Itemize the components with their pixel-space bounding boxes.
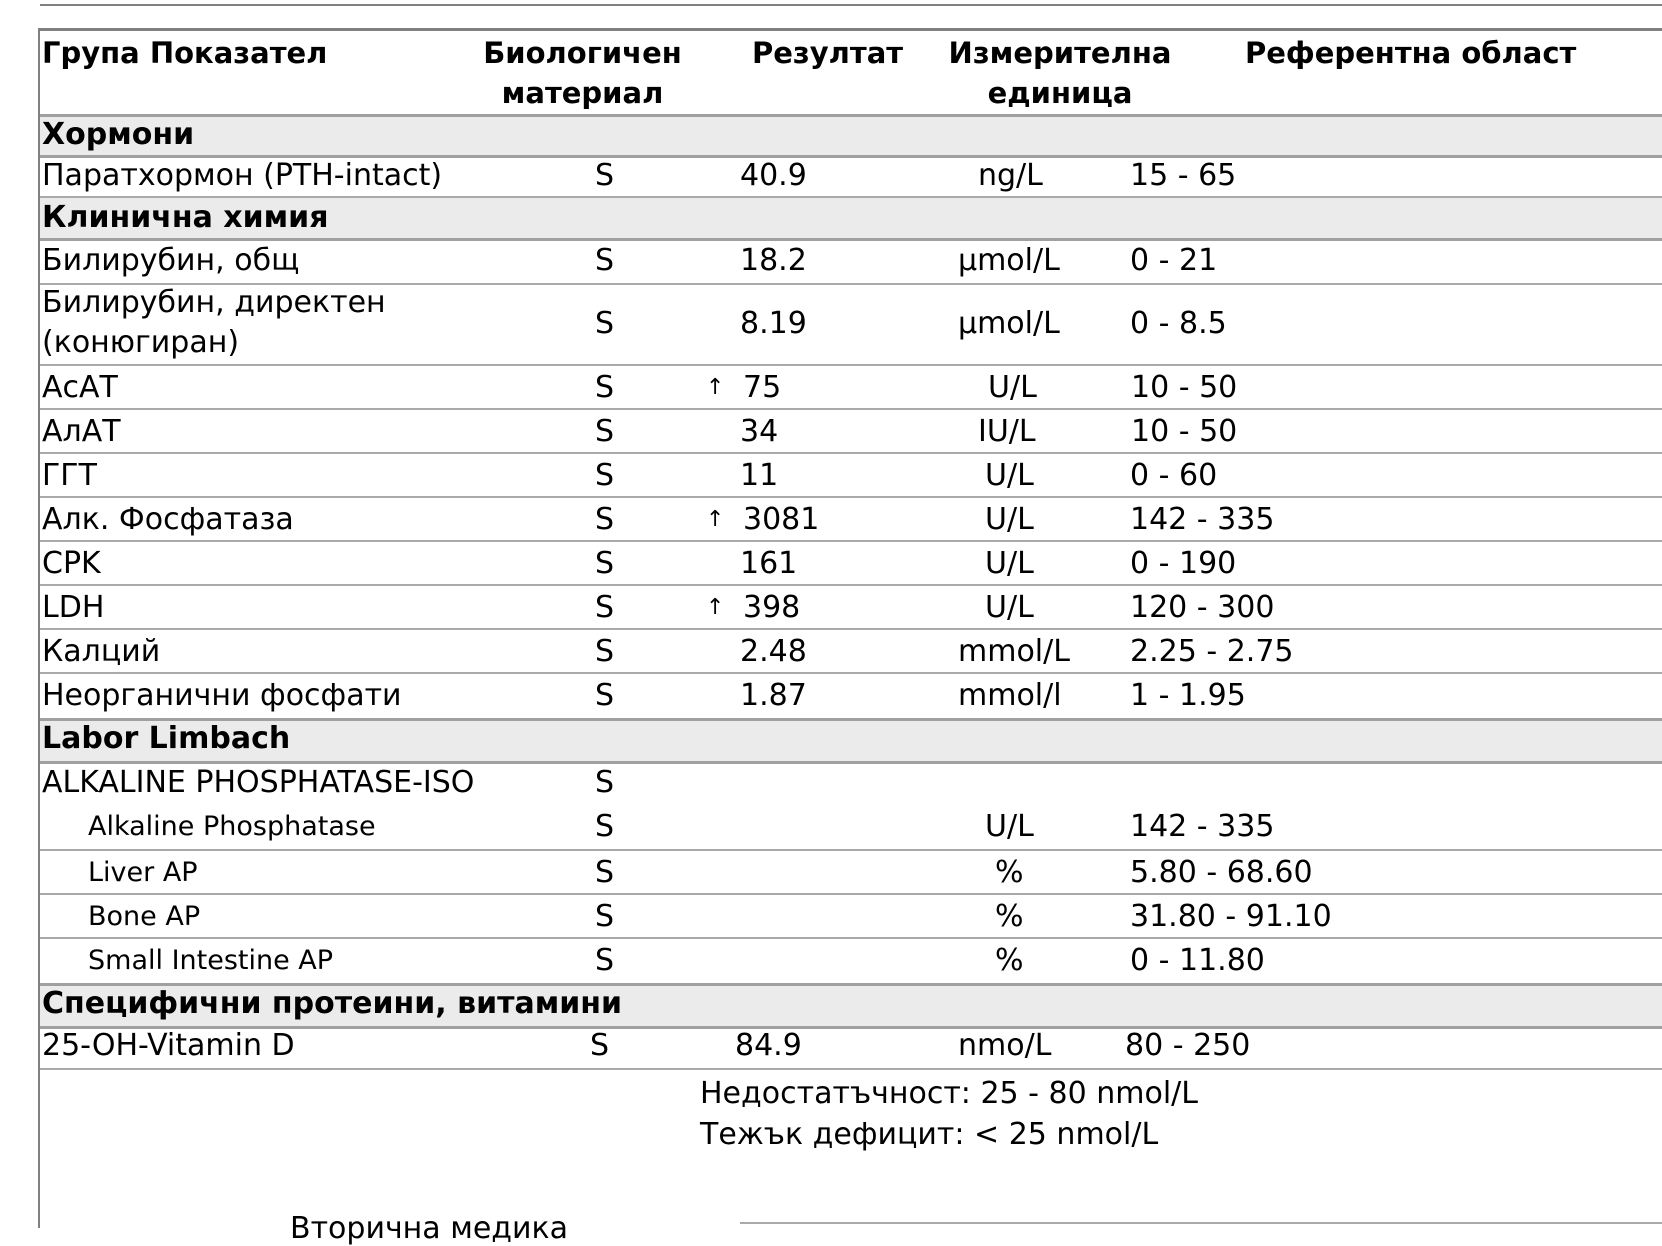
row-result: 75	[743, 370, 782, 405]
table-row-cpk	[40, 542, 1662, 586]
table-row-alp-sub	[40, 807, 1662, 851]
row-name: Alkaline Phosphatase	[88, 811, 376, 842]
row-name: Неорганични фосфати	[42, 678, 402, 713]
header-material-line2: материал	[501, 76, 664, 110]
lab-results-table	[40, 28, 1662, 1246]
row-name: АсАТ	[42, 370, 118, 405]
row-unit: %	[995, 899, 1024, 934]
row-name: 25-OH-Vitamin D	[42, 1028, 295, 1063]
row-material: S	[595, 306, 615, 341]
row-material: S	[590, 1028, 610, 1063]
row-unit: mmol/L	[958, 634, 1070, 669]
note-severe-deficit: Тежък дефицит: < 25 nmol/L	[700, 1117, 1159, 1152]
table-row-alp	[40, 498, 1662, 542]
row-reference: 31.80 - 91.10	[1130, 899, 1332, 934]
bottom-divider	[740, 1222, 1662, 1230]
high-flag-arrow-icon: ↑	[706, 507, 725, 532]
row-result: 40.9	[740, 158, 807, 193]
row-unit: U/L	[985, 590, 1034, 625]
row-result: 34	[740, 414, 779, 449]
row-name-line1: Билирубин, директен	[42, 285, 386, 320]
row-material: S	[595, 809, 615, 844]
table-row-bilirubin-direct	[40, 285, 1662, 366]
row-material: S	[595, 899, 615, 934]
group-row-specific	[40, 983, 1662, 1029]
group-title: Labor Limbach	[42, 721, 291, 756]
row-name: Паратхормон (PTH-intact)	[42, 158, 443, 193]
row-reference: 15 - 65	[1130, 158, 1237, 193]
row-unit: U/L	[985, 502, 1034, 537]
row-material: S	[595, 678, 615, 713]
table-row-alat	[40, 410, 1662, 454]
row-material: S	[595, 243, 615, 278]
row-name: Калций	[42, 634, 161, 669]
row-name: Small Intestine AP	[88, 945, 334, 976]
row-material: S	[595, 546, 615, 581]
row-result: 2.48	[740, 634, 807, 669]
table-row-bone-ap	[40, 895, 1662, 939]
table-row-alp-iso	[40, 763, 1662, 805]
table-row-phosphates	[40, 674, 1662, 716]
row-reference: 10 - 50	[1131, 414, 1238, 449]
row-name: ГГТ	[42, 458, 97, 493]
row-reference: 10 - 50	[1131, 370, 1238, 405]
row-result: 84.9	[735, 1028, 802, 1063]
row-name: ALKALINE PHOSPHATASE-ISO	[42, 765, 475, 800]
row-reference: 80 - 250	[1125, 1028, 1251, 1063]
row-reference: 0 - 60	[1130, 458, 1218, 493]
row-unit: U/L	[985, 546, 1034, 581]
row-result: 18.2	[740, 243, 807, 278]
row-reference: 2.25 - 2.75	[1130, 634, 1294, 669]
row-material: S	[595, 590, 615, 625]
row-unit: U/L	[985, 809, 1034, 844]
row-name: CPK	[42, 546, 101, 581]
row-unit: %	[995, 855, 1024, 890]
table-row-asat	[40, 366, 1662, 410]
row-name: LDH	[42, 590, 105, 625]
row-material: S	[595, 765, 615, 800]
row-name: Liver AP	[88, 857, 198, 888]
row-result: 11	[740, 458, 779, 493]
table-row-pth	[40, 158, 1662, 198]
group-row-hormones	[40, 117, 1662, 158]
row-reference: 5.80 - 68.60	[1130, 855, 1313, 890]
row-material: S	[595, 855, 615, 890]
row-name: Алк. Фосфатаза	[42, 502, 294, 537]
row-reference: 142 - 335	[1130, 809, 1275, 844]
row-result: 8.19	[740, 306, 807, 341]
row-unit: IU/L	[978, 414, 1036, 449]
row-reference: 142 - 335	[1130, 502, 1275, 537]
row-reference: 0 - 8.5	[1130, 306, 1227, 341]
table-row-liver-ap	[40, 851, 1662, 895]
row-name: Билирубин, общ	[42, 243, 300, 278]
table-row-ldh	[40, 586, 1662, 630]
group-row-clinical	[40, 198, 1662, 241]
header-material-line1: Биологичен	[483, 36, 682, 70]
row-result: 161	[740, 546, 798, 581]
row-unit: U/L	[988, 370, 1037, 405]
row-result: 398	[743, 590, 801, 625]
note-insufficiency: Недостатъчност: 25 - 80 nmol/L	[700, 1076, 1198, 1111]
row-unit: ng/L	[978, 158, 1043, 193]
row-name-line2: (конюгиран)	[42, 325, 240, 360]
high-flag-arrow-icon: ↑	[706, 595, 725, 620]
header-unit-line2: единица	[987, 76, 1133, 110]
row-material: S	[595, 458, 615, 493]
header-reference: Референтна област	[1245, 36, 1577, 70]
table-row-calcium	[40, 630, 1662, 674]
row-unit: µmol/L	[958, 243, 1060, 278]
row-reference: 0 - 190	[1130, 546, 1237, 581]
top-divider	[40, 0, 1662, 6]
row-reference: 120 - 300	[1130, 590, 1275, 625]
header-result: Резултат	[752, 36, 904, 70]
group-title: Специфични протеини, витамини	[42, 986, 623, 1021]
table-row-ggt	[40, 454, 1662, 498]
row-result: 1.87	[740, 678, 807, 713]
table-header	[40, 31, 1662, 117]
row-material: S	[595, 414, 615, 449]
row-material: S	[595, 370, 615, 405]
table-row-small-intestine-ap	[40, 939, 1662, 981]
row-unit: mmol/l	[958, 678, 1062, 713]
row-material: S	[595, 634, 615, 669]
row-unit: nmo/L	[958, 1028, 1052, 1063]
table-row-bilirubin-total	[40, 241, 1662, 285]
group-title: Хормони	[42, 117, 195, 152]
row-name: Bone AP	[88, 901, 201, 932]
header-unit-line1: Измерителна	[948, 36, 1172, 70]
row-result: 3081	[743, 502, 820, 537]
row-material: S	[595, 158, 615, 193]
table-row-vitamin-d	[40, 1026, 1662, 1070]
high-flag-arrow-icon: ↑	[706, 375, 725, 400]
group-title: Клинична химия	[42, 200, 329, 235]
row-material: S	[595, 943, 615, 978]
row-material: S	[595, 502, 615, 537]
row-unit: %	[995, 943, 1024, 978]
header-group: Група Показател	[42, 36, 328, 70]
row-unit: µmol/L	[958, 306, 1060, 341]
row-reference: 0 - 21	[1130, 243, 1218, 278]
row-reference: 1 - 1.95	[1130, 678, 1246, 713]
group-row-limbach	[40, 718, 1662, 764]
row-reference: 0 - 11.80	[1130, 943, 1265, 978]
cut-off-text: Вторична медика	[290, 1211, 569, 1246]
row-unit: U/L	[985, 458, 1034, 493]
row-name: АлАТ	[42, 414, 121, 449]
